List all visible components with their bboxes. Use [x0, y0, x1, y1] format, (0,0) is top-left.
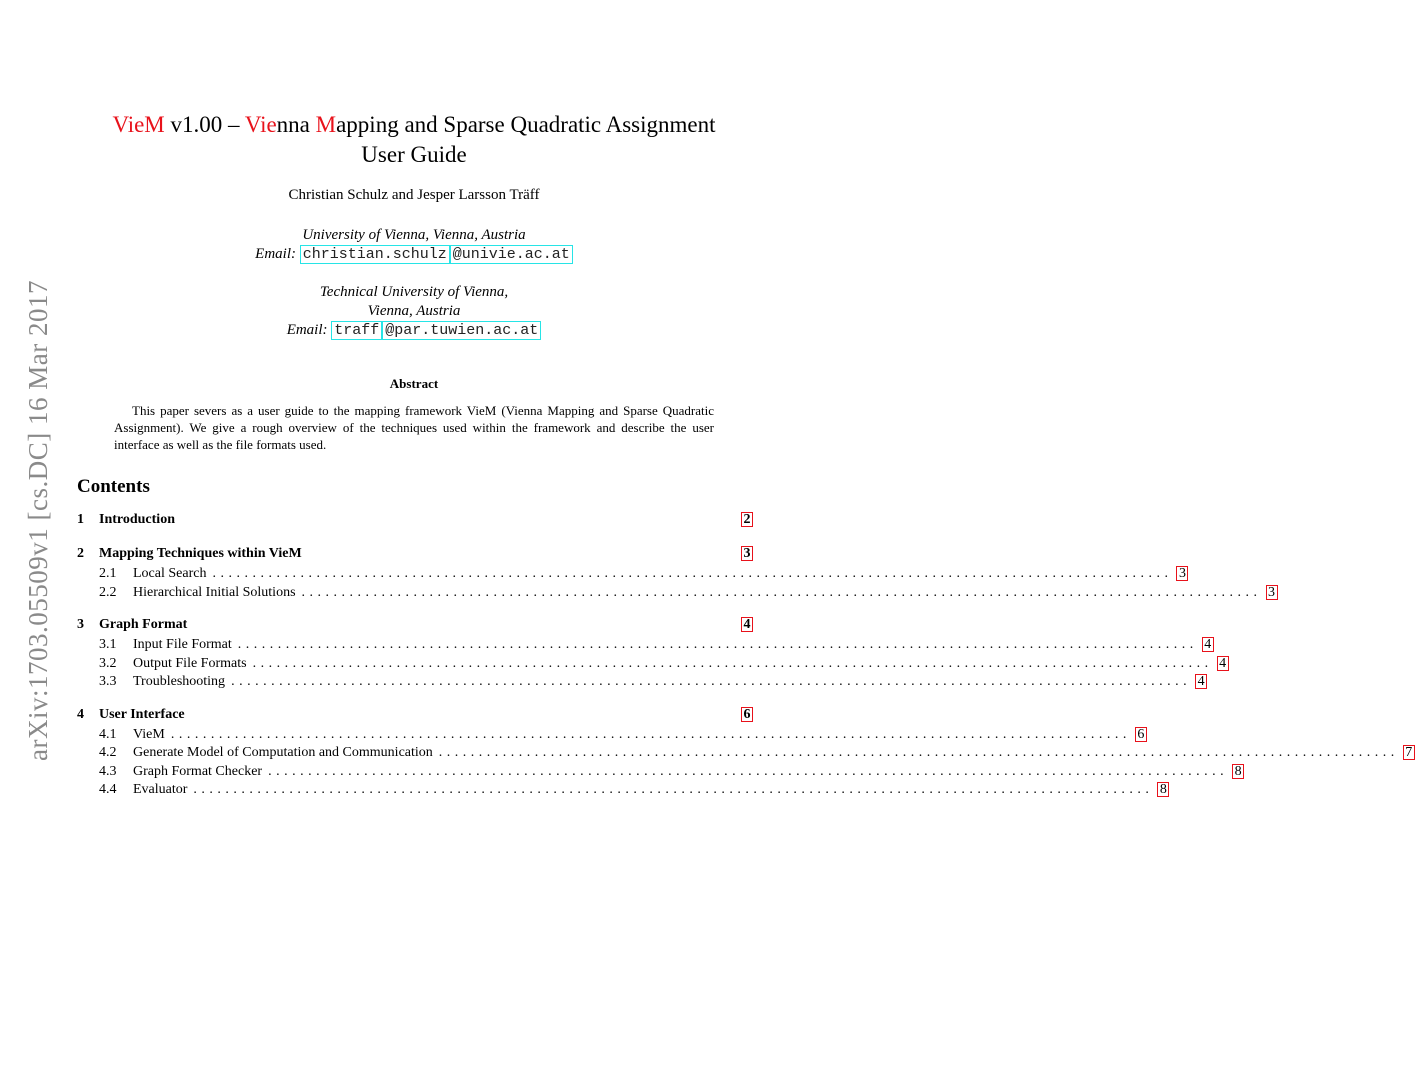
email-label: Email:: [286, 322, 332, 338]
toc-entry-number: 3.2: [99, 655, 117, 671]
toc-entry-number: 2.1: [99, 566, 117, 581]
toc-section-group: [77, 617, 1227, 693]
affiliation-2-org-line1: Technical University of Vienna,: [319, 284, 509, 300]
title-line-1: [60, 110, 768, 140]
title-viem: VieM: [112, 112, 165, 137]
affiliation-2-org-line2: Vienna, Austria: [367, 303, 461, 319]
toc-leader-dots: . . . . . . . . . . . . . . . . . . . . . . . . . . . . . . . . . . . . . . . . . . . . . . . . . . . . . . . . . . . . . . . . . . . . . . . . . . . . . . . . . . . . . . . . . . . . . . . . . . . . . . . . . . . . . . . . . . . . . . . .: [301, 584, 1258, 600]
toc-entry-number: 2.2: [99, 584, 117, 600]
toc-section-entry[interactable]: [77, 617, 753, 637]
toc-subsection-entry[interactable]: [77, 584, 1276, 604]
toc-entry-label: Troubleshooting: [133, 674, 226, 689]
email-link-user[interactable]: traff: [331, 321, 382, 340]
toc-leader-dots: . . . . . . . . . . . . . . . . . . . . . . . . . . . . . . . . . . . . . . . . . . . . . . . . . . . . . . . . . . . . . . . . . . . . . . . . . . . . . . . . . . . . . . . . . . . . . . . . . . . . . . . . . . . . . . . . . . . . . . . .: [212, 566, 1169, 581]
toc-entry-number: 1: [77, 512, 84, 527]
toc-page-link[interactable]: 4: [1202, 637, 1214, 652]
toc-subsection-entry[interactable]: [77, 726, 1145, 746]
toc-page-link[interactable]: 3: [1176, 566, 1188, 581]
toc-entry-number: 4: [77, 706, 84, 722]
toc-page-link[interactable]: 8: [1232, 764, 1244, 779]
toc-entry-label: Mapping Techniques within VieM: [99, 546, 302, 561]
title-rest: apping and Sparse Quadratic Assignment: [336, 112, 716, 137]
toc-section-entry[interactable]: [77, 512, 753, 532]
title-version: v1.00 –: [164, 112, 245, 137]
toc-entry-label: Graph Format: [99, 617, 188, 632]
affiliation-2-email-line: [60, 321, 768, 340]
affiliation-1-org: University of Vienna, Vienna, Austria: [302, 227, 526, 243]
toc-entry-label: VieM: [133, 726, 165, 742]
toc-section-group: [77, 706, 1413, 801]
arxiv-identifier: arXiv:1703.05509v1 [cs.DC] 16 Mar 2017: [22, 279, 53, 761]
arxiv-sidebar: [16, 279, 60, 761]
title-m: M: [315, 112, 337, 137]
toc-entry-number: 2: [77, 546, 84, 561]
affiliation-1-email-line: [60, 245, 768, 264]
toc-page-link[interactable]: 4: [1217, 656, 1229, 671]
toc-entry-label: Introduction: [99, 512, 175, 527]
toc-entry-label: Local Search: [133, 566, 207, 581]
abstract-heading: Abstract: [389, 376, 439, 391]
paper-title: [60, 110, 768, 170]
toc-leader-dots: . . . . . . . . . . . . . . . . . . . . . . . . . . . . . . . . . . . . . . . . . . . . . . . . . . . . . . . . . . . . . . . . . . . . . . . . . . . . . . . . . . . . . . . . . . . . . . . . . . . . . . . . . . . . . . . . . . . . . . . .: [252, 655, 1209, 671]
email-link-domain[interactable]: @par.tuwien.ac.at: [382, 321, 541, 340]
toc-subsection-entry[interactable]: [77, 745, 1413, 764]
toc-page-link[interactable]: 3: [741, 546, 753, 561]
toc-section-group: [77, 546, 1276, 603]
toc-entry-label: Output File Formats: [133, 655, 247, 671]
toc-page-link[interactable]: 4: [1195, 674, 1207, 689]
toc-page-link[interactable]: 6: [1135, 727, 1147, 742]
toc-section-entry[interactable]: [77, 546, 753, 566]
toc-entry-number: 3.3: [99, 674, 117, 689]
toc-page-link[interactable]: 7: [1403, 745, 1415, 760]
toc-page-link[interactable]: 2: [741, 512, 753, 527]
title-line-2: User Guide: [361, 142, 467, 167]
toc-entry-label: User Interface: [99, 706, 185, 722]
toc-entry-number: 4.3: [99, 763, 117, 779]
toc-leader-dots: . . . . . . . . . . . . . . . . . . . . . . . . . . . . . . . . . . . . . . . . . . . . . . . . . . . . . . . . . . . . . . . . . . . . . . . . . . . . . . . . . . . . . . . . . . . . . . . . . . . . . . . . . . . . . . . . . . . . . . . .: [237, 637, 1194, 652]
toc-page-link[interactable]: 4: [741, 617, 753, 632]
toc-entry-number: 4.4: [99, 782, 117, 797]
email-link-domain[interactable]: @univie.ac.at: [450, 245, 573, 264]
toc-leader-dots: . . . . . . . . . . . . . . . . . . . . . . . . . . . . . . . . . . . . . . . . . . . . . . . . . . . . . . . . . . . . . . . . . . . . . . . . . . . . . . . . . . . . . . . . . . . . . . . . . . . . . . . . . . . . . . . . . . . . . . . .: [268, 763, 1225, 779]
email-label: Email:: [255, 246, 300, 262]
toc-leader-dots: . . . . . . . . . . . . . . . . . . . . . . . . . . . . . . . . . . . . . . . . . . . . . . . . . . . . . . . . . . . . . . . . . . . . . . . . . . . . . . . . . . . . . . . . . . . . . . . . . . . . . . . . . . . . . . . . . . . . . . . .: [438, 745, 1395, 760]
toc-leader-dots: . . . . . . . . . . . . . . . . . . . . . . . . . . . . . . . . . . . . . . . . . . . . . . . . . . . . . . . . . . . . . . . . . . . . . . . . . . . . . . . . . . . . . . . . . . . . . . . . . . . . . . . . . . . . . . . . . . . . . . . .: [193, 782, 1150, 797]
toc-leader-dots: . . . . . . . . . . . . . . . . . . . . . . . . . . . . . . . . . . . . . . . . . . . . . . . . . . . . . . . . . . . . . . . . . . . . . . . . . . . . . . . . . . . . . . . . . . . . . . . . . . . . . . . . . . . . . . . . . . . . . . . .: [231, 674, 1188, 689]
toc-entry-label: Graph Format Checker: [133, 763, 263, 779]
toc-section-group: [77, 512, 753, 532]
toc-entry-number: 3.1: [99, 637, 117, 652]
toc-entry-label: Input File Format: [133, 637, 232, 652]
email-link-user[interactable]: christian.schulz: [300, 245, 450, 264]
toc-subsection-entry[interactable]: [77, 566, 1186, 585]
toc-page-link[interactable]: 8: [1157, 782, 1169, 797]
toc-leader-dots: . . . . . . . . . . . . . . . . . . . . . . . . . . . . . . . . . . . . . . . . . . . . . . . . . . . . . . . . . . . . . . . . . . . . . . . . . . . . . . . . . . . . . . . . . . . . . . . . . . . . . . . . . . . . . . . . . . . . . . . .: [170, 726, 1127, 742]
toc-entry-label: Evaluator: [133, 782, 188, 797]
contents-heading: Contents: [77, 476, 150, 497]
authors: Christian Schulz and Jesper Larsson Träff: [288, 187, 540, 203]
toc-entry-number: 4.2: [99, 745, 117, 760]
toc-entry-number: 4.1: [99, 726, 117, 742]
affiliation-2: [60, 283, 768, 340]
toc-entry-label: Generate Model of Computation and Communication: [133, 745, 433, 760]
toc-page-link[interactable]: 6: [741, 707, 753, 722]
toc-entry-label: Hierarchical Initial Solutions: [133, 584, 296, 600]
toc-entry-number: 3: [77, 617, 84, 632]
toc-page-link[interactable]: 3: [1266, 585, 1278, 600]
abstract-text: This paper severs as a user guide to the mapping framework VieM (Vienna Mapping and Sparse Quadratic Assignment). We give a rough overview of the techniques used within the framework and describe the user interface as well as the file formats used.: [114, 403, 714, 452]
affiliation-1: [60, 226, 768, 264]
toc-section-entry[interactable]: [77, 707, 753, 727]
toc-subsection-entry[interactable]: [77, 782, 1167, 801]
title-vie: Vie: [244, 112, 277, 137]
toc-subsection-entry[interactable]: [77, 637, 1212, 656]
table-of-contents: [77, 512, 1413, 815]
toc-subsection-entry[interactable]: [77, 655, 1227, 675]
title-nna: nna: [276, 112, 316, 137]
toc-subsection-entry[interactable]: [77, 763, 1242, 783]
toc-subsection-entry[interactable]: [77, 674, 1205, 693]
